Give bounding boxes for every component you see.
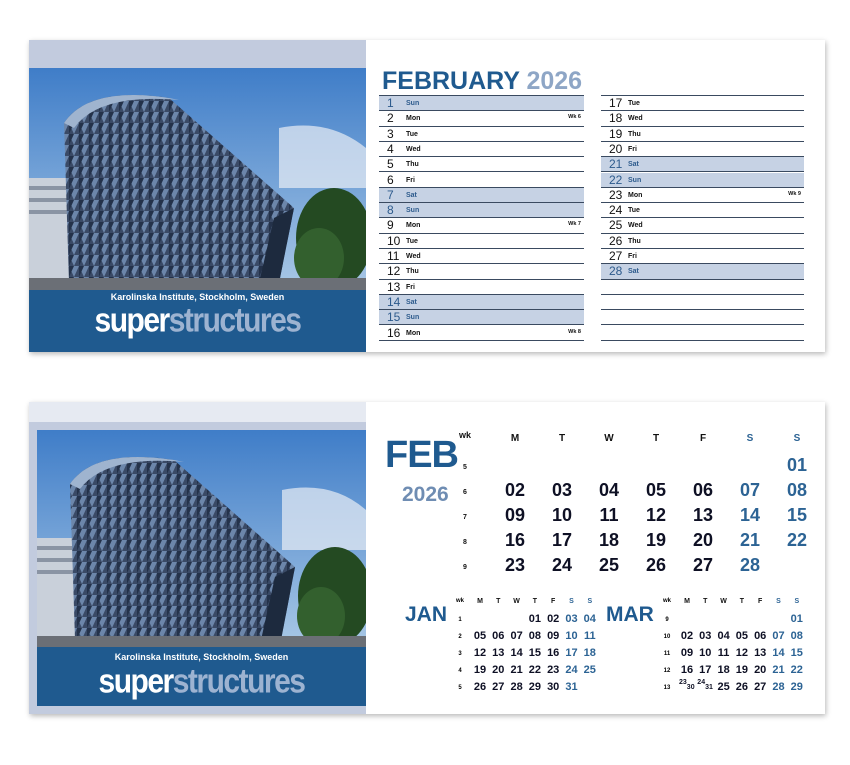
day-number: 19: [609, 126, 623, 141]
date-cell: 02: [547, 613, 560, 625]
day-row: [601, 218, 804, 233]
date-cell: 11: [717, 647, 730, 659]
day-weekday: Fri: [628, 253, 637, 260]
weekday-header: S: [794, 598, 800, 605]
day-row: [601, 310, 804, 325]
date-cell: 24: [565, 664, 578, 676]
date-cell: 22: [528, 664, 542, 676]
date-cell: 18: [583, 647, 596, 659]
date-cell: 28: [739, 555, 761, 575]
top-calendar-card: [29, 40, 825, 352]
bottom-calendar-card: [29, 402, 825, 714]
jan-mini-grid: [456, 598, 606, 698]
day-weekday: Sat: [628, 268, 639, 276]
day-row: [601, 280, 804, 295]
weekday-header: M: [510, 433, 520, 444]
weekday-header: S: [776, 598, 781, 605]
month-short-title: FEB: [385, 434, 458, 476]
week-number: 9: [463, 564, 467, 571]
bottom-photo-footer: [37, 647, 366, 706]
day-weekday: Wed: [628, 222, 643, 230]
day-weekday: Sun: [628, 176, 642, 184]
week-number: 7: [463, 514, 467, 521]
week-number: 4: [458, 668, 462, 674]
day-row: [379, 127, 584, 142]
date-cell: [697, 681, 713, 689]
day-row: [601, 326, 804, 341]
date-cell: 09: [547, 630, 560, 642]
date-cell: 11: [599, 505, 619, 525]
day-weekday: Mon: [406, 329, 421, 337]
week-number: 9: [665, 617, 669, 623]
date-cell: 29: [528, 681, 542, 693]
week-column-header: wk: [458, 430, 471, 440]
day-row: [379, 188, 584, 203]
date-cell: 25: [583, 664, 596, 676]
date-cell: 31: [565, 681, 578, 693]
day-weekday: Fri: [406, 283, 415, 291]
bottom-building-photo: [37, 430, 366, 647]
weekday-header: S: [746, 433, 754, 444]
date-cell: 24: [551, 555, 573, 575]
date-cell: 02: [680, 630, 694, 642]
week-number: 5: [463, 464, 467, 471]
day-number: 20: [609, 141, 623, 156]
day-number: 28: [609, 264, 623, 279]
date-cell: 12: [473, 647, 487, 659]
date-cell: 23: [547, 664, 560, 676]
date-cell: 16: [547, 647, 560, 659]
day-weekday: Mon: [406, 115, 421, 123]
date-cell: 09: [680, 647, 694, 659]
date-cell: 26: [645, 555, 667, 575]
date-cell: 20: [692, 530, 714, 550]
date-cell: 19: [645, 530, 667, 550]
date-cell: 14: [510, 647, 523, 659]
date-cell: 23: [504, 555, 526, 575]
day-number: 4: [387, 141, 394, 156]
day-weekday: Thu: [628, 130, 641, 138]
date-cell: 10: [551, 505, 573, 525]
weekday-header: T: [703, 598, 708, 605]
day-column-left: [379, 96, 584, 341]
month-name: FEBRUARY: [382, 67, 520, 95]
weekday-header: W: [513, 598, 520, 605]
date-cell: 26: [473, 681, 487, 693]
day-weekday: Thu: [406, 268, 419, 276]
date-cell: 06: [754, 630, 767, 642]
date-cell: 25: [717, 681, 730, 693]
weekday-header: F: [551, 598, 556, 605]
date-cell: 22: [786, 530, 808, 550]
date-cell: 13: [754, 647, 767, 659]
day-number: 17: [609, 96, 623, 110]
date-cell: 09: [504, 505, 526, 525]
date-cell: 13: [492, 647, 505, 659]
day-weekday: Tue: [628, 207, 640, 215]
logo-part-super: super: [94, 301, 169, 340]
date-cell: 07: [772, 630, 785, 642]
date-cell: 05: [473, 630, 487, 642]
day-row: [379, 326, 584, 341]
day-row: [379, 218, 584, 233]
day-weekday: Thu: [406, 161, 419, 169]
date-cell: 07: [739, 480, 761, 500]
date-cell: 17: [699, 664, 712, 676]
week-number: 1: [458, 617, 462, 623]
day-number: 1: [387, 96, 394, 110]
photo-caption: Karolinska Institute, Stockholm, Sweden: [110, 292, 285, 302]
day-row: [379, 157, 584, 172]
date-cell: 16: [504, 530, 526, 550]
day-number: 13: [387, 279, 401, 294]
date-cell: 04: [717, 630, 730, 642]
day-weekday: Sat: [406, 298, 417, 306]
date-cell: 25: [598, 555, 620, 575]
day-row: [379, 249, 584, 264]
day-number: 7: [387, 187, 394, 202]
week-number: 11: [663, 651, 671, 657]
weekday-header: T: [652, 433, 660, 444]
day-number: 5: [387, 157, 394, 172]
day-weekday: Sun: [406, 100, 420, 107]
week-number: 3: [458, 651, 462, 657]
day-number: 6: [387, 172, 394, 187]
date-value: 31: [705, 684, 713, 691]
date-cell: 11: [583, 630, 596, 642]
day-number: 27: [609, 249, 623, 263]
day-weekday: Sat: [628, 161, 639, 169]
weekday-header: S: [569, 598, 574, 605]
week-number: Wk 9: [788, 190, 801, 197]
date-value: 24: [697, 679, 706, 686]
day-row: [601, 157, 804, 172]
date-cell: 07: [510, 630, 523, 642]
date-value: 30: [686, 684, 695, 691]
date-cell: 16: [680, 664, 694, 676]
week-number: 2: [458, 634, 462, 640]
logo-part-super: super: [98, 662, 173, 701]
day-number: 10: [387, 233, 401, 248]
date-cell: 10: [565, 630, 578, 642]
date-cell: 04: [598, 480, 620, 500]
day-number: 15: [387, 310, 401, 325]
day-row: [601, 111, 804, 126]
day-weekday: Tue: [406, 237, 418, 245]
date-cell: 17: [551, 530, 573, 550]
day-column-right: [601, 96, 804, 341]
week-number: Wk 6: [568, 114, 581, 121]
month-short-year: 2026: [402, 483, 449, 506]
date-cell: 08: [786, 480, 808, 500]
weekday-header: F: [758, 598, 763, 605]
day-number: 25: [609, 218, 623, 233]
photo-caption: Karolinska Institute, Stockholm, Sweden: [114, 652, 289, 662]
date-cell: 08: [528, 630, 542, 642]
top-photo-band: [29, 40, 366, 68]
day-number: 9: [387, 218, 394, 233]
day-row: [379, 310, 584, 325]
day-row: [379, 173, 584, 188]
day-weekday: Mon: [628, 191, 643, 199]
day-row: [601, 234, 804, 249]
date-cell: 21: [772, 664, 785, 676]
month-year: 2026: [526, 67, 583, 95]
day-weekday: Wed: [406, 145, 421, 153]
day-row: [601, 249, 804, 264]
month-title: [382, 67, 582, 96]
date-cell: 21: [510, 664, 523, 676]
date-cell: 30: [547, 681, 560, 693]
day-number: 12: [387, 264, 401, 279]
mar-title: MAR: [606, 603, 654, 626]
logo-part-structures: structures: [168, 301, 301, 340]
date-cell: 27: [754, 681, 767, 693]
day-number: 22: [609, 172, 623, 187]
date-cell: 12: [645, 505, 667, 525]
date-cell: 15: [790, 647, 803, 659]
day-row: [601, 203, 804, 218]
week-number: 8: [463, 539, 467, 546]
mar-mini-grid: [663, 598, 813, 698]
day-row: [601, 188, 804, 203]
day-weekday: Mon: [406, 222, 421, 230]
date-cell: 15: [786, 505, 808, 525]
day-row: [601, 264, 804, 279]
date-cell: 28: [772, 681, 785, 693]
week-number: 12: [663, 668, 671, 674]
week-number: 10: [663, 634, 671, 640]
date-cell: 20: [754, 664, 767, 676]
date-cell: 27: [492, 681, 505, 693]
day-weekday: Sun: [406, 314, 420, 322]
day-row: [601, 173, 804, 188]
weekday-header: W: [604, 433, 614, 444]
top-building-photo: [29, 68, 366, 290]
date-cell: 01: [790, 613, 803, 625]
day-weekday: Tue: [628, 100, 640, 107]
day-row: [379, 234, 584, 249]
weekday-header: T: [739, 598, 745, 605]
date-cell: 18: [717, 664, 730, 676]
date-cell: 29: [790, 681, 803, 693]
date-cell: [679, 681, 695, 689]
day-row: [379, 96, 584, 111]
date-cell: 28: [510, 681, 523, 693]
brand-logo: [29, 301, 366, 340]
weekday-header: T: [558, 433, 566, 444]
weekday-header: S: [587, 598, 593, 605]
date-cell: 15: [528, 647, 542, 659]
weekday-header: S: [793, 433, 801, 444]
top-photo-footer: [29, 290, 366, 352]
date-cell: 03: [699, 630, 712, 642]
day-number: 18: [609, 111, 623, 126]
date-cell: 03: [551, 480, 573, 500]
day-row: [379, 295, 584, 310]
date-cell: 04: [583, 613, 596, 625]
day-weekday: Fri: [628, 145, 637, 153]
date-cell: 05: [735, 630, 749, 642]
date-cell: 17: [565, 647, 578, 659]
day-weekday: Wed: [628, 115, 643, 123]
date-cell: 02: [504, 480, 526, 500]
week-number: 13: [663, 685, 671, 691]
weekday-header: M: [684, 598, 690, 605]
month-grid: [459, 430, 819, 610]
building-illustration: [29, 68, 366, 290]
date-cell: 05: [645, 480, 667, 500]
date-cell: 20: [492, 664, 505, 676]
day-weekday: Sat: [406, 191, 417, 199]
day-number: 2: [387, 111, 394, 126]
date-cell: 01: [786, 455, 808, 475]
date-cell: 18: [598, 530, 620, 550]
date-cell: 19: [473, 664, 487, 676]
day-weekday: Wed: [406, 253, 421, 260]
day-number: 21: [609, 157, 623, 172]
day-number: 24: [609, 203, 623, 218]
day-row: [379, 142, 584, 157]
date-cell: 06: [692, 480, 714, 500]
date-cell: 13: [692, 505, 714, 525]
date-cell: 27: [692, 555, 714, 575]
building-illustration: [37, 430, 366, 647]
week-number: 5: [458, 685, 462, 691]
weekday-header: T: [496, 598, 501, 605]
day-number: 26: [609, 233, 623, 248]
weekday-header: W: [720, 598, 727, 605]
date-value: 23: [679, 679, 687, 686]
weekday-header: T: [532, 598, 538, 605]
week-number: Wk 8: [568, 328, 581, 335]
day-weekday: Thu: [628, 237, 641, 245]
date-cell: 08: [790, 630, 803, 642]
day-weekday: Tue: [406, 130, 418, 138]
weekday-header: F: [699, 433, 707, 444]
day-row: [379, 111, 584, 126]
date-cell: 19: [735, 664, 749, 676]
day-row: [379, 264, 584, 279]
day-number: 3: [387, 126, 394, 141]
date-cell: 01: [528, 613, 542, 625]
bottom-photo-band: [29, 402, 366, 422]
date-cell: 26: [735, 681, 749, 693]
day-row: [601, 96, 804, 111]
day-row: [601, 142, 804, 157]
day-weekday: Sun: [406, 207, 420, 215]
logo-part-structures: structures: [172, 662, 305, 701]
day-row: [601, 295, 804, 310]
day-number: 23: [609, 187, 623, 202]
date-cell: 22: [790, 664, 803, 676]
date-cell: 14: [739, 505, 761, 525]
brand-logo: [37, 662, 366, 701]
day-row: [379, 203, 584, 218]
date-cell: 10: [699, 647, 712, 659]
day-weekday: Fri: [406, 176, 415, 184]
weekday-header: M: [477, 598, 483, 605]
week-column-header: wk: [662, 598, 671, 604]
day-number: 16: [387, 325, 401, 340]
week-number: Wk 7: [568, 221, 581, 228]
jan-title: JAN: [405, 603, 448, 626]
date-cell: 12: [735, 647, 749, 659]
date-cell: 14: [772, 647, 785, 659]
date-cell: 03: [565, 613, 578, 625]
day-number: 8: [387, 203, 394, 218]
day-row: [601, 127, 804, 142]
day-number: 14: [387, 294, 401, 309]
date-cell: 21: [739, 530, 761, 550]
week-number: 6: [463, 489, 467, 496]
week-column-header: wk: [455, 598, 464, 604]
day-row: [379, 280, 584, 295]
date-cell: 06: [492, 630, 505, 642]
day-number: 11: [387, 249, 400, 263]
